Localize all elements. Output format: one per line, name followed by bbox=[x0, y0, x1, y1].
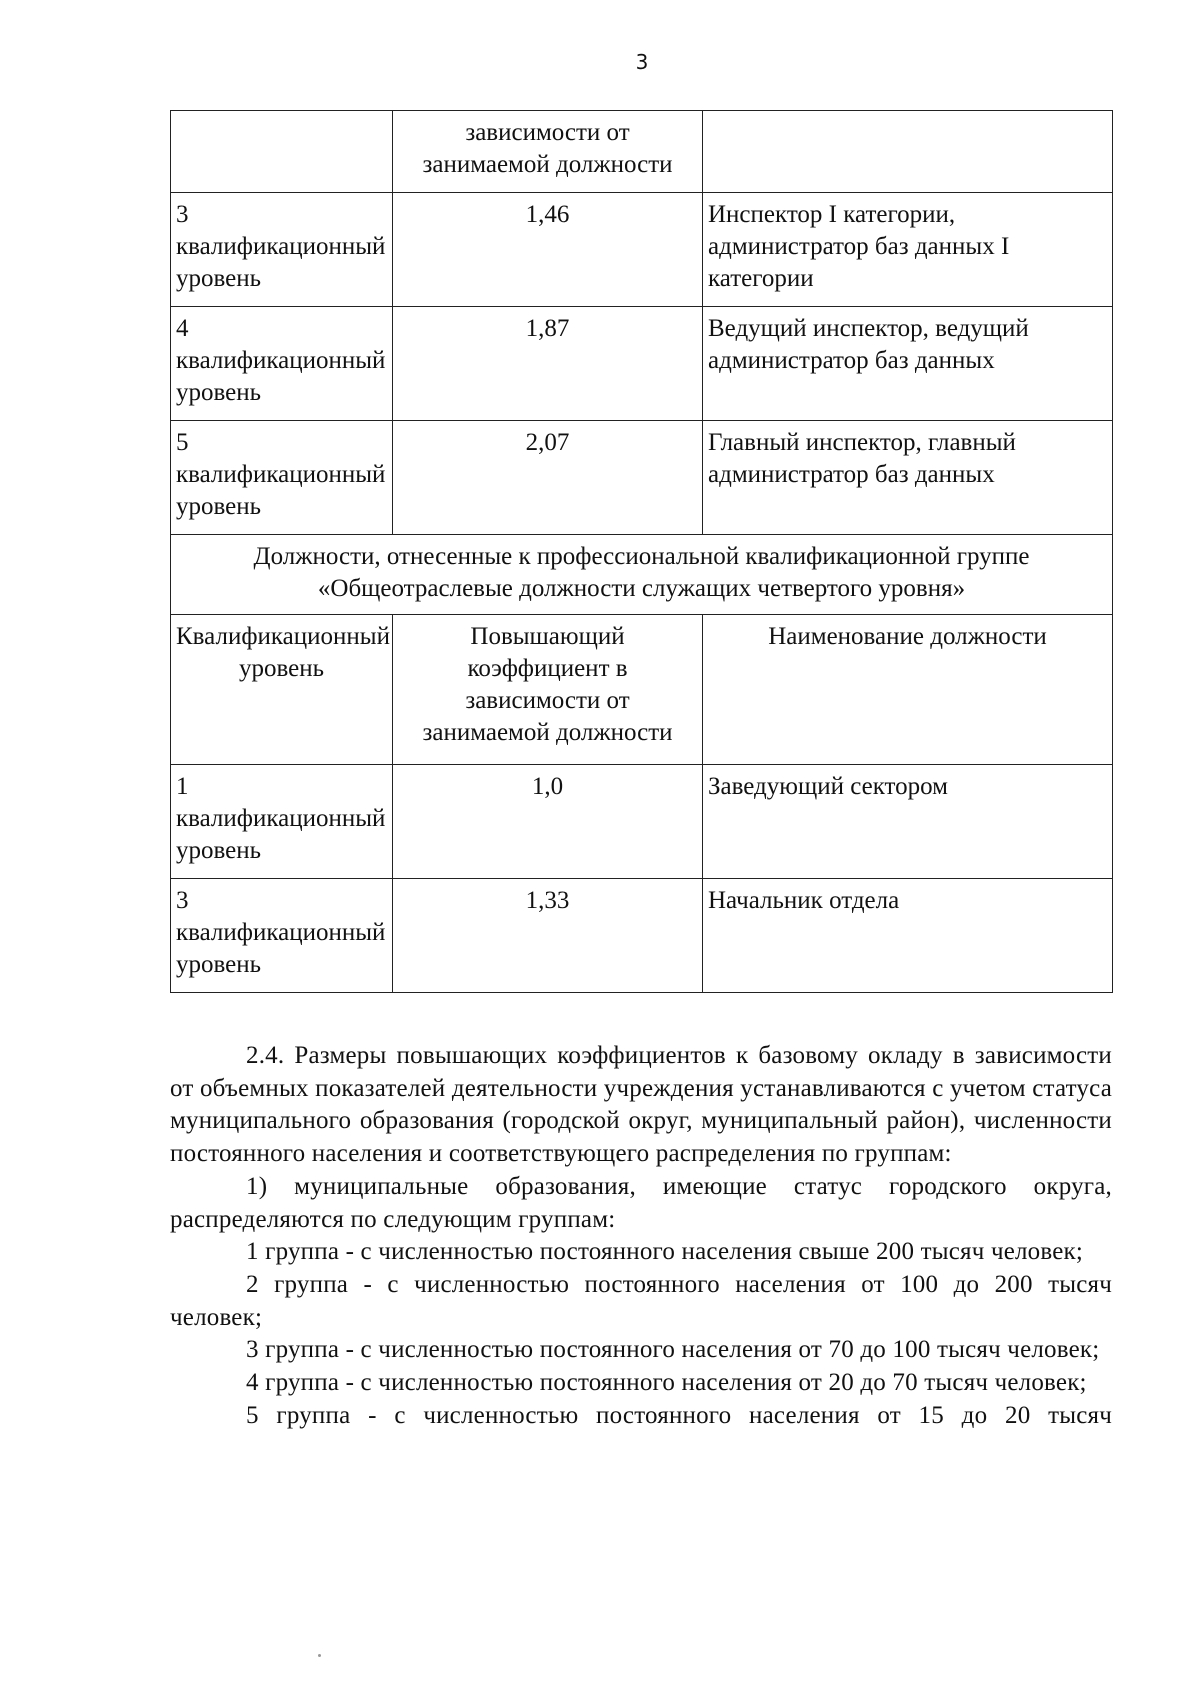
coefficient-cell: 1,33 bbox=[393, 879, 703, 993]
cell-line: администратор баз данных I bbox=[708, 233, 1010, 260]
cell-line: занимаемой должности bbox=[422, 151, 673, 178]
table-row bbox=[171, 307, 1113, 421]
group-heading bbox=[171, 535, 1113, 615]
coefficient-cell: 1,0 bbox=[393, 765, 703, 879]
group-heading-line: Должности, отнесенные к профессиональной квалификационной группе bbox=[253, 543, 1030, 570]
level-cell bbox=[171, 307, 393, 421]
table-row bbox=[171, 111, 1113, 193]
level-cell bbox=[171, 421, 393, 535]
cell-line: уровень bbox=[176, 493, 262, 520]
cell-line: администратор баз данных bbox=[708, 347, 995, 374]
cell-line: уровень bbox=[176, 265, 262, 292]
cell-line: администратор баз данных bbox=[708, 461, 995, 488]
positions-cell bbox=[703, 307, 1113, 421]
paragraph: 1) муниципальные образования, имеющие статус городского округа, распределяются по следующим группам: bbox=[170, 1172, 1112, 1233]
coefficient-cell: 1,87 bbox=[393, 307, 703, 421]
group-heading-row bbox=[171, 535, 1113, 615]
table-row bbox=[171, 421, 1113, 535]
level-cell bbox=[171, 111, 393, 193]
coefficient-cell bbox=[393, 111, 703, 193]
cell-line: 4 bbox=[176, 315, 189, 342]
scan-speck bbox=[318, 1654, 321, 1657]
cell-line: 5 bbox=[176, 429, 189, 456]
cell-line: квалификационный bbox=[176, 347, 386, 374]
cell-line: квалификационный bbox=[176, 233, 386, 260]
coefficient-cell: 1,46 bbox=[393, 193, 703, 307]
positions-cell bbox=[703, 111, 1113, 193]
body-text bbox=[170, 1040, 1112, 1432]
paragraph: 1 группа - с численностью постоянного населения свыше 200 тысяч человек; bbox=[246, 1238, 1084, 1266]
cell-line: 3 bbox=[176, 201, 189, 228]
header-line: уровень bbox=[238, 655, 325, 682]
level-cell bbox=[171, 879, 393, 993]
positions-cell bbox=[703, 193, 1113, 307]
column-header-level bbox=[171, 615, 393, 765]
coefficient-cell: 2,07 bbox=[393, 421, 703, 535]
cell-line: 3 bbox=[176, 887, 189, 914]
cell-line: Ведущий инспектор, ведущий bbox=[708, 315, 1029, 342]
positions-cell: Заведующий сектором bbox=[703, 765, 1113, 879]
table-row bbox=[171, 765, 1113, 879]
paragraph: 4 группа - с численностью постоянного населения от 20 до 70 тысяч человек; bbox=[246, 1369, 1087, 1397]
paragraph: 5 группа - с численностью постоянного населения от 15 до 20 тысяч bbox=[246, 1401, 1112, 1429]
header-line: зависимости от bbox=[465, 687, 630, 714]
paragraph: 2 группа - с численностью постоянного населения от 100 до 200 тысяч человек; bbox=[170, 1270, 1112, 1331]
qualification-table bbox=[170, 110, 1113, 993]
page-number: 3 bbox=[635, 50, 649, 74]
cell-line: квалификационный bbox=[176, 919, 386, 946]
paragraph: 2.4. Размеры повышающих коэффициентов к базовому окладу в зависимости от объемных показателей деятельности учреждения устанавливаются с учетом статуса муниципального образования (городской округ, муниципальный район), численности постоянного населения и соответствующего распределения по группам: bbox=[170, 1042, 1112, 1168]
cell-line: квалификационный bbox=[176, 461, 386, 488]
table-row bbox=[171, 879, 1113, 993]
column-header-coefficient bbox=[393, 615, 703, 765]
column-header-positions: Наименование должности bbox=[703, 615, 1113, 765]
cell-line: квалификационный bbox=[176, 805, 386, 832]
header-line: коэффициент в bbox=[467, 655, 628, 682]
cell-line: 1 bbox=[176, 773, 189, 800]
cell-line: уровень bbox=[176, 379, 262, 406]
cell-line: Главный инспектор, главный bbox=[708, 429, 1016, 456]
table-header-row bbox=[171, 615, 1113, 765]
cell-line: уровень bbox=[176, 951, 262, 978]
cell-line: категории bbox=[708, 265, 814, 292]
level-cell bbox=[171, 193, 393, 307]
level-cell bbox=[171, 765, 393, 879]
table-row bbox=[171, 193, 1113, 307]
cell-line: Инспектор I категории, bbox=[708, 201, 956, 228]
header-line: Повышающий bbox=[470, 623, 625, 650]
positions-cell: Начальник отдела bbox=[703, 879, 1113, 993]
cell-line: уровень bbox=[176, 837, 262, 864]
group-heading-line: «Общеотраслевые должности служащих четвертого уровня» bbox=[317, 575, 966, 602]
paragraph: 3 группа - с численностью постоянного населения от 70 до 100 тысяч человек; bbox=[246, 1336, 1100, 1364]
header-line: Квалификационный bbox=[176, 623, 390, 650]
cell-line: зависимости от bbox=[465, 119, 630, 146]
positions-cell bbox=[703, 421, 1113, 535]
header-line: занимаемой должности bbox=[422, 719, 673, 746]
